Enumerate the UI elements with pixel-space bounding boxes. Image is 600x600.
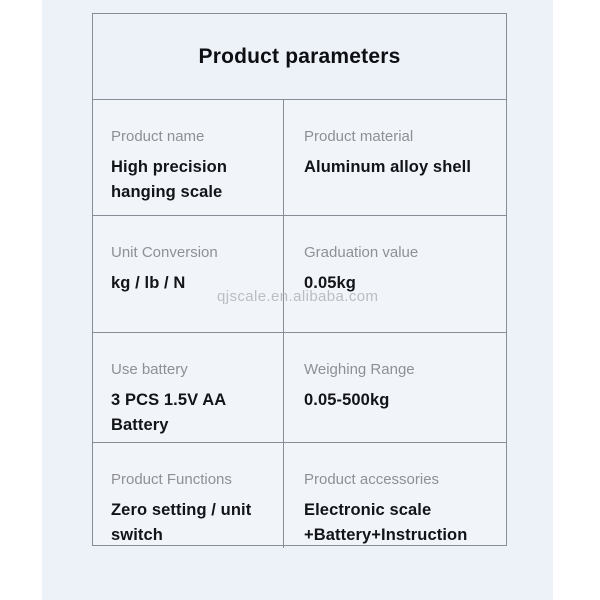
cell-use-battery xyxy=(93,332,283,442)
param-label: Product name xyxy=(111,128,205,145)
param-value: 0.05-500kg xyxy=(304,391,390,409)
param-value: Aluminum alloy shell xyxy=(304,158,472,176)
cell-unit-conversion xyxy=(93,215,283,332)
param-label: Weighing Range xyxy=(304,361,415,378)
cell-product-name xyxy=(93,99,283,215)
param-value: Zero setting / unit switch xyxy=(111,501,252,544)
cell-product-material xyxy=(283,99,506,215)
param-label: Product material xyxy=(304,128,414,145)
table-header xyxy=(93,14,506,99)
param-label: Product Functions xyxy=(111,471,232,488)
param-value: Electronic scale +Battery+Instruction xyxy=(304,501,468,544)
param-value: 3 PCS 1.5V AA Battery xyxy=(111,391,226,434)
product-parameters-table xyxy=(92,13,507,546)
param-label: Unit Conversion xyxy=(111,244,218,261)
page-title: Product parameters xyxy=(198,44,401,68)
param-label: Use battery xyxy=(111,361,188,378)
param-label: Product accessories xyxy=(304,471,440,488)
param-value: kg / lb / N xyxy=(111,274,186,292)
param-label: Graduation value xyxy=(304,244,419,261)
cell-graduation-value xyxy=(283,215,506,332)
param-value: High precision hanging scale xyxy=(111,158,227,201)
cell-weighing-range xyxy=(283,332,506,442)
cell-product-accessories xyxy=(283,442,506,548)
param-value: 0.05kg xyxy=(304,274,356,292)
watermark-text: qjscale.en.alibaba.com xyxy=(217,288,379,305)
cell-product-functions xyxy=(93,442,283,548)
